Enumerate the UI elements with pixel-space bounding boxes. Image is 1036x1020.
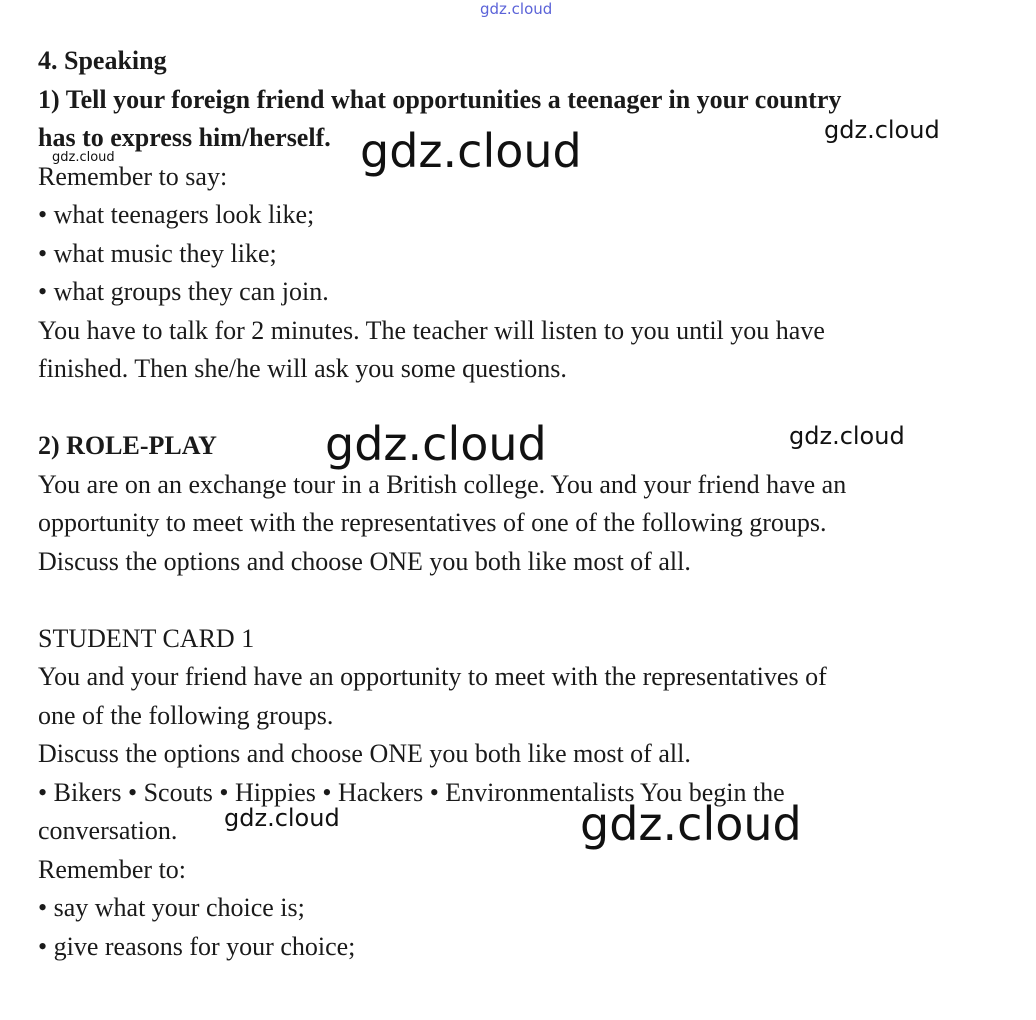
student-card-bullet: • give reasons for your choice; (38, 932, 356, 961)
task2-paragraph-line: You are on an exchange tour in a British college. You and your friend have an (38, 470, 847, 499)
watermark-large-3: gdz.cloud (580, 797, 802, 851)
student-card-title: STUDENT CARD 1 (38, 624, 255, 653)
student-card-line: You and your friend have an opportunity to meet with the representatives of (38, 662, 827, 691)
student-card-options: • Bikers • Scouts • Hippies • Hackers • Environmentalists You begin the (38, 778, 785, 807)
student-card-bullet: • say what your choice is; (38, 893, 305, 922)
student-card-line: Discuss the options and choose ONE you both like most of all. (38, 739, 691, 768)
task1-title-line2: has to express him/herself. (38, 123, 331, 152)
watermark-top: gdz.cloud (480, 0, 553, 18)
student-card-line: one of the following groups. (38, 701, 334, 730)
student-card-remember: Remember to: (38, 855, 187, 884)
task1-note-line2: finished. Then she/he will ask you some questions. (38, 354, 567, 383)
task1-title-line1: 1) Tell your foreign friend what opportunities a teenager in your country (38, 85, 842, 114)
watermark-large-1: gdz.cloud (360, 124, 582, 178)
task1-note-line1: You have to talk for 2 minutes. The teacher will listen to you until you have (38, 316, 825, 345)
task2-paragraph-line: Discuss the options and choose ONE you both like most of all. (38, 547, 691, 576)
section-heading: 4. Speaking (38, 46, 167, 75)
task1-bullet: • what teenagers look like; (38, 200, 315, 229)
watermark-mid-3: gdz.cloud (224, 804, 340, 832)
watermark-right-1: gdz.cloud (824, 116, 940, 144)
student-card-line: conversation. (38, 816, 178, 845)
watermark-large-2: gdz.cloud (325, 417, 547, 471)
task1-bullet: • what music they like; (38, 239, 277, 268)
task2-paragraph-line: opportunity to meet with the representatives of one of the following groups. (38, 508, 827, 537)
task2-title: 2) ROLE-PLAY (38, 431, 217, 460)
task1-remember: Remember to say: (38, 162, 228, 191)
watermark-small: gdz.cloud (52, 150, 115, 165)
watermark-right-2: gdz.cloud (789, 422, 905, 450)
task1-bullet: • what groups they can join. (38, 277, 329, 306)
